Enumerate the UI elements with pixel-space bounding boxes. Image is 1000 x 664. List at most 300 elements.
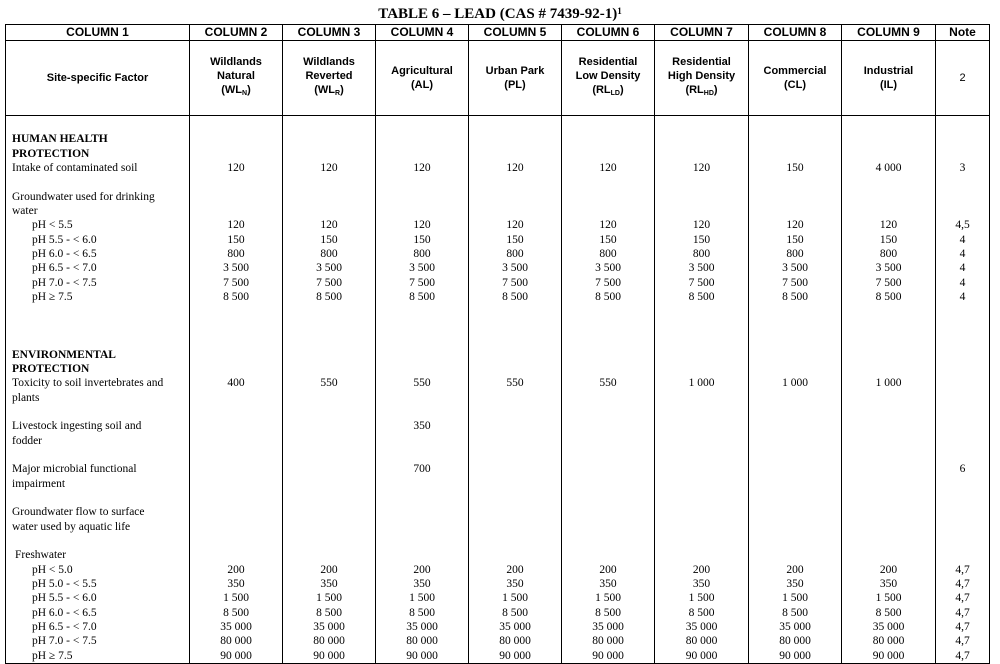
- column-cell-col9: [842, 116, 936, 664]
- guideline-value: 120: [786, 219, 804, 232]
- label-text: (CL): [784, 79, 806, 91]
- label-line: [655, 69, 748, 83]
- guideline-value: 7 500: [595, 276, 621, 289]
- guideline-value: [283, 147, 375, 161]
- guideline-value: [749, 448, 841, 462]
- guideline-value: [283, 448, 375, 462]
- guideline-value: 150: [413, 233, 431, 246]
- guideline-value: 200: [413, 563, 431, 576]
- guideline-value: [469, 175, 561, 189]
- guideline-value: [376, 204, 468, 218]
- factor-label: ENVIRONMENTAL: [12, 348, 116, 361]
- guideline-value: [469, 147, 561, 161]
- note-reference: [936, 391, 989, 405]
- guideline-value: 7 500: [316, 276, 342, 289]
- guideline-value: [655, 362, 748, 376]
- guideline-value: [190, 118, 282, 132]
- guideline-value: [283, 118, 375, 132]
- note-reference: [936, 362, 989, 376]
- guideline-value: [283, 477, 375, 491]
- guideline-value: 1 500: [409, 592, 435, 605]
- blank-line: [6, 118, 189, 132]
- land-use-label-col2: [190, 41, 283, 116]
- guideline-value: [749, 434, 841, 448]
- label-line: [376, 64, 468, 78]
- guideline-value: [469, 319, 561, 333]
- column-cell-col4: [376, 116, 469, 664]
- note-reference: 4,5: [955, 219, 970, 232]
- factor-label: PROTECTION: [12, 147, 90, 160]
- guideline-value: [190, 175, 282, 189]
- note-reference: 4,7: [955, 606, 970, 619]
- note-reference: [936, 419, 989, 433]
- column-header-col4: COLUMN 4: [376, 25, 469, 41]
- blank-line: [6, 405, 189, 419]
- guideline-value: [376, 132, 468, 146]
- label-text: High Density: [667, 70, 736, 82]
- factor-label: HUMAN HEALTH: [12, 133, 108, 146]
- guideline-value: [842, 548, 935, 562]
- label-line: [749, 64, 841, 78]
- note-reference: [936, 304, 989, 318]
- label-line: [655, 55, 748, 69]
- label-text: Residential: [672, 56, 731, 68]
- factor-label: Freshwater: [15, 549, 67, 562]
- label-line: [283, 69, 375, 83]
- guideline-value: 8 500: [875, 606, 902, 619]
- guideline-value: 90 000: [313, 649, 345, 662]
- guideline-value: [190, 520, 282, 534]
- guideline-value: 7 500: [223, 276, 249, 289]
- guideline-value: 150: [692, 233, 711, 246]
- land-use-label-col6: [562, 41, 655, 116]
- label-text: (RL: [592, 84, 611, 96]
- guideline-value: [562, 204, 654, 218]
- guideline-value: 1 500: [316, 592, 342, 605]
- column-cell-col3: [283, 116, 376, 664]
- guideline-value: 120: [879, 219, 898, 232]
- guideline-value: [190, 462, 282, 476]
- guideline-value: 350: [506, 578, 524, 590]
- guideline-value: [283, 304, 375, 318]
- land-use-label-col8: [749, 41, 842, 116]
- guideline-value: [562, 434, 654, 448]
- guideline-value: [376, 304, 468, 318]
- guideline-value: [842, 462, 935, 476]
- note-reference: [936, 376, 989, 390]
- guideline-value: [283, 204, 375, 218]
- guideline-value: [749, 520, 841, 534]
- note-reference: [936, 491, 989, 505]
- guideline-value: [562, 118, 654, 132]
- guideline-value: [190, 405, 282, 419]
- guideline-value: 8 500: [502, 291, 528, 304]
- land-use-label-col3: [283, 41, 376, 116]
- guideline-value: [376, 520, 468, 534]
- label-line: [469, 64, 561, 78]
- column-cell-col8: [749, 116, 842, 664]
- blank-line: [6, 319, 189, 333]
- label-line: [376, 78, 468, 92]
- guideline-value: [749, 405, 841, 419]
- factor-label: water: [12, 205, 38, 218]
- label-text: (PL): [504, 79, 526, 91]
- title-footnote-marker: 1: [617, 6, 622, 16]
- guideline-value: [376, 505, 468, 519]
- note-reference: 4,7: [955, 621, 970, 634]
- guideline-value: 3 500: [875, 262, 902, 275]
- guideline-value: [842, 132, 935, 146]
- guideline-value: [469, 132, 561, 146]
- label-text: Wildlands: [303, 56, 355, 68]
- guideline-value: 120: [227, 219, 245, 232]
- guideline-value: 120: [320, 162, 338, 175]
- column-number-header-row: [6, 25, 990, 41]
- guideline-value: [749, 304, 841, 318]
- guideline-value: [842, 319, 935, 333]
- guideline-value: 1 000: [782, 377, 808, 390]
- factor-label: Groundwater used for drinking: [12, 190, 155, 203]
- guideline-value: 200: [599, 563, 617, 576]
- guideline-value: [749, 391, 841, 405]
- guideline-value: [469, 462, 561, 476]
- guideline-value: 8 500: [595, 291, 621, 304]
- guideline-value: 800: [506, 248, 524, 261]
- guideline-value: 3 500: [223, 262, 249, 275]
- abbreviation-close: ): [340, 84, 344, 96]
- label-text: Reverted: [305, 70, 353, 82]
- guideline-value: [376, 319, 468, 333]
- lead-guideline-table: [5, 24, 990, 664]
- guideline-value: [655, 391, 748, 405]
- guideline-value: 200: [786, 563, 804, 576]
- guideline-value: 8 500: [223, 606, 249, 619]
- guideline-value: 150: [786, 162, 804, 175]
- guideline-value: 120: [599, 162, 617, 175]
- guideline-value: 8 500: [688, 606, 715, 619]
- guideline-value: [376, 434, 468, 448]
- column-header-col9: COLUMN 9: [842, 25, 936, 41]
- guideline-value: 35 000: [220, 621, 252, 634]
- guideline-value: 8 500: [316, 291, 342, 304]
- label-line: [469, 78, 561, 92]
- guideline-value: 8 500: [409, 606, 435, 619]
- guideline-value: [190, 132, 282, 146]
- guideline-value: [655, 477, 748, 491]
- guideline-value: [469, 534, 561, 548]
- guideline-value: [283, 434, 375, 448]
- guideline-value: [655, 132, 748, 146]
- abbreviation-close: ): [247, 84, 251, 96]
- table-title: [0, 4, 1000, 24]
- guideline-value: 7 500: [782, 276, 808, 289]
- guideline-value: [190, 333, 282, 347]
- factor-label: pH 7.0 - < 7.5: [32, 635, 97, 648]
- label-line: [190, 83, 282, 101]
- note-reference: 4: [959, 262, 966, 275]
- guideline-value: 3 500: [782, 262, 808, 275]
- guideline-value: [842, 304, 935, 318]
- guideline-value: [469, 405, 561, 419]
- guideline-value: 150: [786, 233, 804, 246]
- guideline-value: 80 000: [313, 635, 345, 648]
- label-line: [283, 83, 375, 101]
- guideline-value: [562, 534, 654, 548]
- guideline-value: 800: [320, 248, 338, 261]
- guideline-value: 35 000: [685, 621, 718, 634]
- label-line: [655, 83, 748, 101]
- guideline-value: 35 000: [499, 621, 531, 634]
- table-body-row: [6, 116, 990, 664]
- guideline-value: [469, 419, 561, 433]
- guideline-value: 350: [879, 578, 898, 590]
- guideline-value: [283, 391, 375, 405]
- guideline-value: 800: [692, 248, 711, 261]
- label-line: [842, 78, 935, 92]
- guideline-value: 90 000: [779, 649, 811, 662]
- guideline-value: [376, 534, 468, 548]
- note-reference: 4,7: [955, 578, 970, 590]
- guideline-value: 1 000: [688, 377, 715, 390]
- guideline-value: [283, 462, 375, 476]
- blank-line: [6, 534, 189, 548]
- guideline-value: [562, 405, 654, 419]
- note-reference: [936, 520, 989, 534]
- guideline-value: [283, 505, 375, 519]
- guideline-value: [842, 534, 935, 548]
- guideline-value: 8 500: [316, 606, 342, 619]
- guideline-value: 1 500: [502, 592, 528, 605]
- label-text: 2: [959, 72, 966, 84]
- guideline-value: 1 500: [223, 592, 249, 605]
- factor-label: pH ≥ 7.5: [32, 291, 73, 304]
- guideline-value: 120: [506, 219, 524, 232]
- column-cell-col5: [469, 116, 562, 664]
- guideline-value: [469, 434, 561, 448]
- guideline-value: [283, 362, 375, 376]
- guideline-value: 8 500: [782, 291, 808, 304]
- guideline-value: [749, 118, 841, 132]
- guideline-value: [655, 462, 748, 476]
- land-use-label-note: [936, 41, 990, 116]
- guideline-value: 120: [506, 162, 524, 175]
- guideline-value: [190, 147, 282, 161]
- guideline-value: 8 500: [782, 606, 808, 619]
- guideline-value: [562, 147, 654, 161]
- note-reference: 4: [959, 276, 966, 289]
- guideline-value: [283, 175, 375, 189]
- guideline-value: 7 500: [502, 276, 528, 289]
- guideline-value: [655, 405, 748, 419]
- guideline-value: [655, 118, 748, 132]
- guideline-value: 200: [506, 563, 524, 576]
- note-reference: [936, 175, 989, 189]
- note-reference: [936, 505, 989, 519]
- guideline-value: 350: [227, 578, 245, 590]
- guideline-value: [283, 405, 375, 419]
- guideline-value: [842, 448, 935, 462]
- guideline-value: [655, 304, 748, 318]
- guideline-value: [842, 477, 935, 491]
- label-line: [562, 69, 654, 83]
- guideline-value: 800: [786, 248, 804, 261]
- factor-label: impairment: [12, 477, 66, 490]
- label-text: (IL): [879, 79, 898, 91]
- guideline-value: 700: [413, 463, 431, 476]
- label-text: (RL: [685, 84, 704, 96]
- label-line: [190, 69, 282, 83]
- guideline-value: [655, 175, 748, 189]
- guideline-value: 550: [413, 377, 431, 390]
- guideline-value: [842, 147, 935, 161]
- guideline-value: [190, 477, 282, 491]
- guideline-value: 7 500: [875, 276, 902, 289]
- note-reference: [936, 147, 989, 161]
- guideline-value: 120: [320, 219, 338, 232]
- land-use-label-col4: [376, 41, 469, 116]
- guideline-value: [562, 190, 654, 204]
- guideline-value: 90 000: [685, 649, 718, 662]
- guideline-value: [283, 319, 375, 333]
- guideline-value: [376, 333, 468, 347]
- guideline-value: [749, 333, 841, 347]
- label-line: [842, 64, 935, 78]
- guideline-value: 90 000: [499, 649, 531, 662]
- factor-label: pH 6.5 - < 7.0: [32, 262, 97, 275]
- guideline-value: 35 000: [592, 621, 624, 634]
- guideline-value: [190, 319, 282, 333]
- note-reference: [936, 534, 989, 548]
- guideline-value: [655, 534, 748, 548]
- abbreviation-subscript: N: [242, 90, 248, 97]
- guideline-value: [469, 190, 561, 204]
- column-cell-col6: [562, 116, 655, 664]
- guideline-value: 1 500: [688, 592, 715, 605]
- factor-label: pH 7.0 - < 7.5: [32, 276, 97, 289]
- note-reference: [936, 548, 989, 562]
- label-text: Wildlands: [210, 56, 262, 68]
- abbreviation-subscript: R: [335, 90, 341, 97]
- guideline-value: [749, 462, 841, 476]
- guideline-value: 3 500: [688, 262, 715, 275]
- column-cell-col1: [6, 116, 190, 664]
- guideline-value: 200: [879, 563, 898, 576]
- factor-label: pH 5.5 - < 6.0: [32, 592, 97, 605]
- note-reference: [936, 348, 989, 362]
- guideline-value: [842, 362, 935, 376]
- guideline-value: 150: [320, 233, 338, 246]
- label-line: [562, 55, 654, 69]
- guideline-value: [842, 175, 935, 189]
- guideline-value: [283, 419, 375, 433]
- guideline-value: [562, 333, 654, 347]
- label-line: [749, 78, 841, 92]
- guideline-value: [469, 477, 561, 491]
- column-cell-col2: [190, 116, 283, 664]
- label-text: (WL: [221, 84, 243, 96]
- guideline-value: [655, 348, 748, 362]
- guideline-value: 150: [599, 233, 617, 246]
- guideline-value: 8 500: [502, 606, 528, 619]
- guideline-value: [562, 362, 654, 376]
- guideline-value: [749, 319, 841, 333]
- guideline-value: [749, 534, 841, 548]
- label-line: [936, 71, 989, 85]
- guideline-value: 80 000: [499, 635, 531, 648]
- guideline-value: [469, 118, 561, 132]
- guideline-value: 90 000: [872, 649, 905, 662]
- guideline-value: 350: [786, 578, 804, 590]
- guideline-value: [842, 419, 935, 433]
- column-header-col2: COLUMN 2: [190, 25, 283, 41]
- factor-label: Intake of contaminated soil: [12, 162, 138, 175]
- guideline-value: [562, 505, 654, 519]
- guideline-value: [749, 175, 841, 189]
- label-text: Commercial: [763, 65, 827, 77]
- abbreviation-subscript: LD: [610, 90, 620, 97]
- guideline-value: 1 500: [595, 592, 621, 605]
- note-reference: [936, 405, 989, 419]
- guideline-value: [376, 405, 468, 419]
- guideline-value: [469, 348, 561, 362]
- guideline-value: [562, 491, 654, 505]
- guideline-value: [749, 190, 841, 204]
- guideline-value: 120: [413, 162, 431, 175]
- guideline-value: [376, 147, 468, 161]
- guideline-value: [469, 204, 561, 218]
- abbreviation-close: ): [620, 84, 624, 96]
- guideline-value: 550: [320, 377, 338, 390]
- guideline-value: 120: [227, 162, 245, 175]
- guideline-value: [283, 132, 375, 146]
- guideline-value: 120: [413, 219, 431, 232]
- guideline-value: 350: [413, 578, 431, 590]
- guideline-value: [842, 190, 935, 204]
- guideline-value: 150: [506, 233, 524, 246]
- column-cell-note: [936, 116, 990, 664]
- guideline-value: [376, 175, 468, 189]
- note-reference: 4,7: [955, 592, 970, 605]
- column-header-col8: COLUMN 8: [749, 25, 842, 41]
- guideline-value: [283, 534, 375, 548]
- guideline-value: 4 000: [875, 162, 902, 175]
- guideline-value: [749, 132, 841, 146]
- guideline-value: [842, 118, 935, 132]
- land-use-label-col9: [842, 41, 936, 116]
- guideline-value: [562, 391, 654, 405]
- note-reference: 4: [959, 291, 966, 304]
- guideline-value: [376, 391, 468, 405]
- guideline-value: [283, 333, 375, 347]
- guideline-value: [469, 333, 561, 347]
- factor-label: pH 5.5 - < 6.0: [32, 233, 97, 246]
- note-reference: 4,7: [955, 635, 970, 648]
- note-reference: [936, 204, 989, 218]
- blank-line: [6, 491, 189, 505]
- factor-label: plants: [12, 391, 40, 404]
- guideline-value: [190, 419, 282, 433]
- label-text: Urban Park: [485, 65, 545, 77]
- guideline-value: 400: [227, 377, 245, 390]
- guideline-value: 80 000: [685, 635, 718, 648]
- label-text: Industrial: [863, 65, 914, 77]
- guideline-value: [562, 319, 654, 333]
- land-use-header-row: [6, 41, 990, 116]
- guideline-value: [190, 348, 282, 362]
- guideline-value: 90 000: [220, 649, 252, 662]
- guideline-value: [283, 548, 375, 562]
- guideline-value: [749, 362, 841, 376]
